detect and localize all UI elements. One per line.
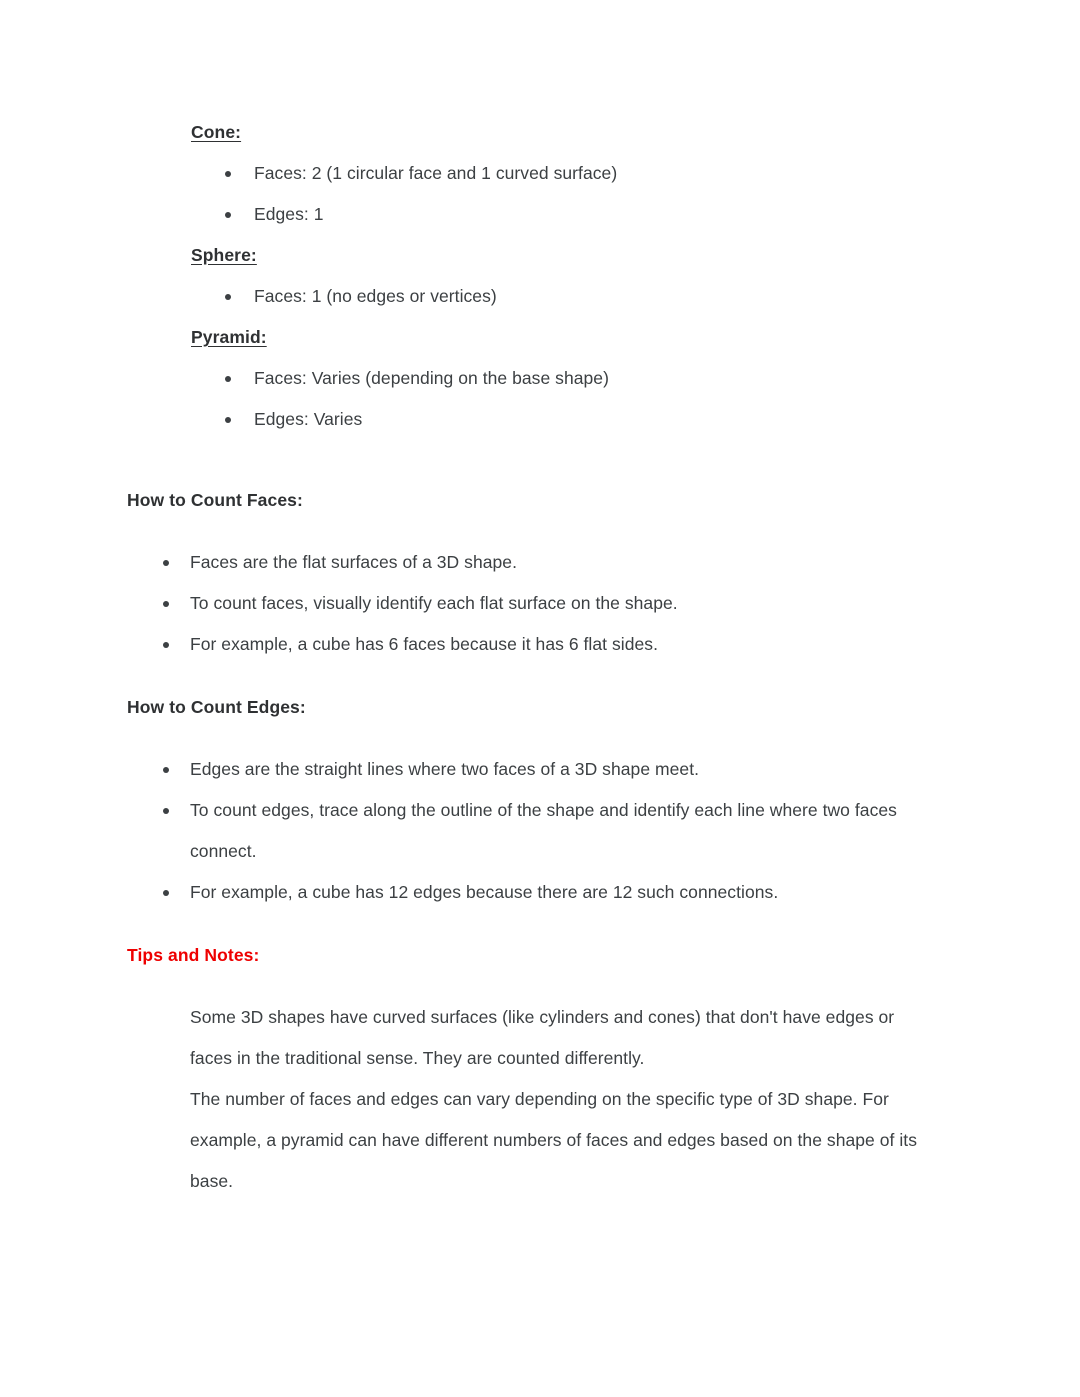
spacer xyxy=(127,913,952,941)
spacer xyxy=(127,514,952,542)
shape-definitions xyxy=(127,112,952,440)
tips-paragraph: Some 3D shapes have curved surfaces (like cylinders and cones) that don't have edges or faces in the traditional sense. They are counted differently. xyxy=(190,1007,895,1068)
spacer xyxy=(127,721,952,749)
tips-body xyxy=(127,997,952,1202)
list-item: For example, a cube has 6 faces because it has 6 flat sides. xyxy=(163,624,952,665)
shape-list-pyramid xyxy=(127,358,952,440)
section-how-to-count-edges xyxy=(127,693,952,913)
list-item: To count faces, visually identify each flat surface on the shape. xyxy=(163,583,952,624)
spacer xyxy=(127,440,952,486)
shape-list-sphere xyxy=(127,276,952,317)
list-item: Faces are the flat surfaces of a 3D shape. xyxy=(163,542,952,583)
list-item: Faces: 1 (no edges or vertices) xyxy=(225,276,952,317)
shape-heading-pyramid: Pyramid: xyxy=(191,327,267,347)
list-item: Faces: Varies (depending on the base shape) xyxy=(225,358,952,399)
list-item: Faces: 2 (1 circular face and 1 curved surface) xyxy=(225,153,952,194)
shape-list-cone xyxy=(127,153,952,235)
spacer xyxy=(127,969,952,997)
shape-block-sphere xyxy=(127,235,952,317)
list-count-edges xyxy=(127,749,952,913)
list-item: To count edges, trace along the outline of the shape and identify each line where two faces connect. xyxy=(163,790,952,872)
shape-block-pyramid xyxy=(127,317,952,440)
list-item: Edges are the straight lines where two faces of a 3D shape meet. xyxy=(163,749,952,790)
section-heading-count-edges: How to Count Edges: xyxy=(127,697,306,717)
shape-block-cone xyxy=(127,112,952,235)
spacer xyxy=(127,665,952,693)
list-item: Edges: Varies xyxy=(225,399,952,440)
section-how-to-count-faces xyxy=(127,486,952,665)
tips-paragraph: The number of faces and edges can vary depending on the specific type of 3D shape. For example, a pyramid can have different numbers of faces and edges based on the shape of its base. xyxy=(190,1089,917,1191)
list-item: Edges: 1 xyxy=(225,194,952,235)
list-item: For example, a cube has 12 edges because there are 12 such connections. xyxy=(163,872,952,913)
section-heading-count-faces: How to Count Faces: xyxy=(127,490,303,510)
list-count-faces xyxy=(127,542,952,665)
section-heading-tips-and-notes: Tips and Notes: xyxy=(127,945,260,965)
shape-heading-cone: Cone: xyxy=(191,122,242,142)
shape-heading-sphere: Sphere: xyxy=(191,245,257,265)
section-tips-and-notes xyxy=(127,941,952,1202)
